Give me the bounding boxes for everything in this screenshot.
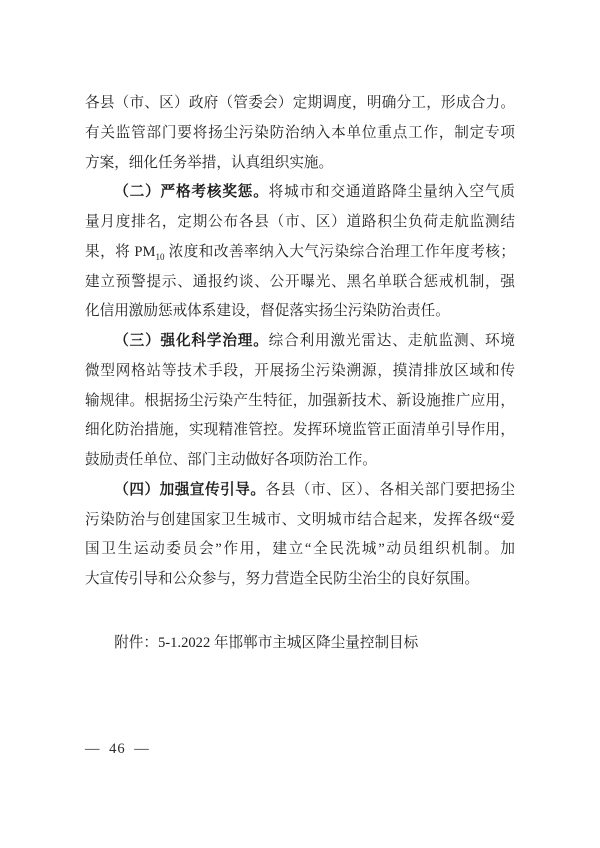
paragraph-line: 输规律。根据扬尘污染产生特征，加强新技术、新设施推广应用，: [85, 392, 515, 409]
paragraph-line: [85, 327, 515, 357]
paragraph-text: 果，将 PM: [85, 243, 156, 260]
attachment-line: 附件：5-1.2022 年邯郸市主城区降尘量控制目标: [114, 634, 419, 651]
paragraph-line: 国卫生运动委员会”作用，建立“全民洗城”动员组织机制。加: [85, 541, 515, 558]
document-body: [85, 89, 515, 659]
paragraph-line: 微型网格站等技术手段，开展扬尘污染溯源，摸清排放区域和传: [85, 362, 515, 379]
paragraph-line: 鼓励责任单位、部门主动做好各项防治工作。: [85, 452, 377, 468]
paragraph-line: 建立预警提示、通报约谈、公开曝光、黑名单联合惩戒机制，强: [85, 273, 515, 290]
paragraph-line: 有关监管部门要将扬尘污染防治纳入本单位重点工作，制定专项: [85, 124, 515, 141]
paragraph-line: 量月度排名，定期公布各县（市、区）道路积尘负荷走航监测结: [85, 214, 515, 230]
paragraph-line: [85, 476, 515, 506]
section-heading: （四）加强宣传引导。: [114, 481, 266, 498]
paragraph-line: [85, 178, 515, 208]
paragraph-text: 将城市和交通道路降尘量纳入空气质: [268, 184, 515, 201]
section-heading: （二）严格考核奖惩。: [114, 184, 269, 201]
paragraph-line: 细化防治措施，实现精准管控。发挥环境监管正面清单引导作用，: [85, 422, 515, 439]
paragraph-line: [85, 238, 515, 268]
paragraph-line: 化信用激励惩戒体系建设，督促落实扬尘污染防治责任。: [85, 303, 450, 320]
section-heading: （三）强化科学治理。: [114, 333, 269, 349]
paragraph-line: 各县（市、区）政府（管委会）定期调度，明确分工，形成合力。: [85, 95, 515, 111]
paragraph-line: 污染防治与创建国家卫生城市、文明城市结合起来，发挥各级“爱: [85, 511, 515, 528]
paragraph-line: 方案，细化任务举措，认真组织实施。: [85, 154, 334, 171]
paragraph-line: 大宣传引导和公众参与，努力营造全民防尘治尘的良好氛围。: [85, 571, 480, 587]
pm10-subscript: 10: [155, 251, 165, 262]
page-number: — 46 —: [85, 741, 150, 757]
paragraph-text: 浓度和改善率纳入大气污染综合治理工作年度考核；: [164, 243, 515, 260]
paragraph-text: 综合利用激光雷达、走航监测、环境: [268, 333, 515, 349]
paragraph-text: 各县（市、区）、各相关部门要把扬尘: [265, 481, 515, 498]
